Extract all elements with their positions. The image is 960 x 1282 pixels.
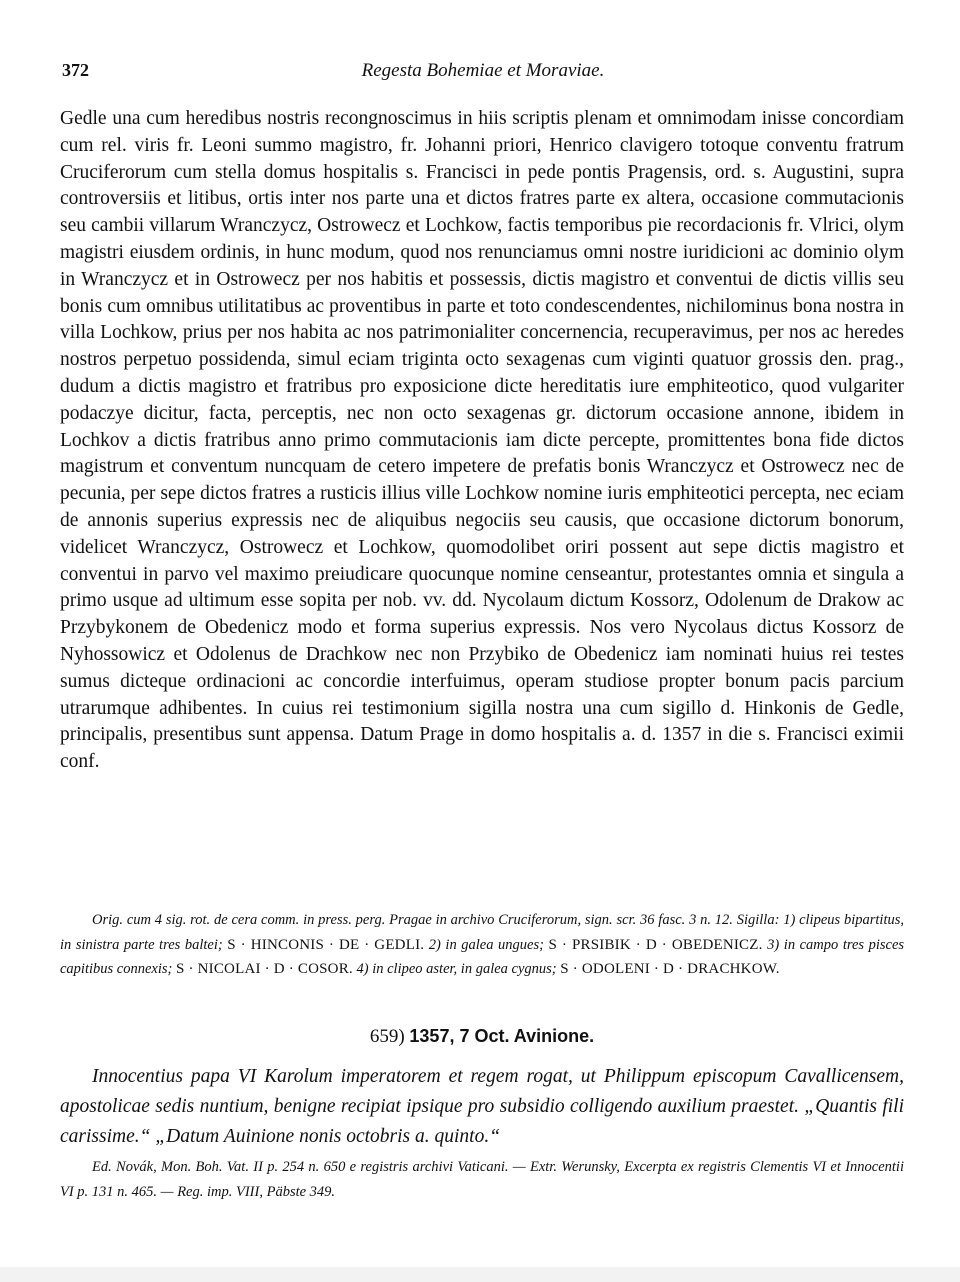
running-title: Regesta Bohemiae et Moraviae. — [361, 60, 605, 81]
note-1-part-d: 4) in clipeo aster, in galea cygnus; — [356, 961, 557, 977]
charter-text: Gedle una cum heredibus nostris recongnoscimus in hiis scriptis plenam et omnimodam inisse concordiam cum rel. viris fr. Leoni summo magistro, fr. Johanni priori, Henrico clavigero totoque conventu fratrum Cruciferorum cum stella domus hospitalis s. Francisci in pede pontis Pragensis, ord. s. Augustini, supra controversiis et litibus, ortis inter nos parte una et dictos fratres parte ex altera, occasione commutacionis seu cambii villarum Wranczycz, Ostrowecz et Lochkow, factis temporibus pie recordacionis fr. Vlrici, olym magistri eiusdem ordinis, in hunc modum, quod nos renunciamus omni nostre iuridicioni ac dominio olym in Wranczycz et in Ostrowecz per nos habitis et possessis, dictis magistro et conventui de dictis villis seu bonis cum omnibus utilitatibus ac proventibus in parte et toto condescendentes, nichilominus bona nostra in villa Lochkow, prius per nos habita ac nos patrimonialiter concernencia, recuperavimus, per nos ac heredes nostros perpetuo possidenda, simul eciam triginta octo sexagenas cum viginti quatuor grossis den. prag., dudum a dictis magistro et fratribus pro exposicione dicte hereditatis iure emphiteotico, quod vulgariter podaczye dicitur, facta, perceptis, nec non octo sexagenas gr. dictorum occasione annone, ibidem in Lochkov a dictis fratribus anno primo commutacionis iam dicte percepte, promittentes bona fide dictos magistrum et conventum nuncquam de cetero impetere de prefatis bonis Wranczycz et Ostrowecz nec de pecunia, per sepe dictos fratres a rusticis illius ville Lochkow nomine iuris emphiteotici percepta, nec eciam de annonis superius expressis nec de aliquibus negociis seu causis, que occasione dictorum bonorum, videlicet Wranczycz, Ostrowecz et Lochkow, quomodolibet oriri possent aut sepe dictis magistro et conventui in parvo vel maximo preiudicare quocunque nomine censeantur, protestantes omnia et singula a primo usque ad ultimum esse sopita per nob. vv. dd. Nycolaum dictum Kossorz, Odolenum de Drakow ac Przybykonem de Obedenicz modo et forma superius expressis. Nos vero Nycolaus dictus Kossorz de Nyhossowicz et Odolenus de Drachkow nec non Przybiko de Obedenicz iam nominati huius rei testes sumus dicteque ordinacioni ac concordie interfuimus, operam studiose propter bonum pacis parcium utrarumque adhibentes. In cuius rei testimonium sigilla nostra una cum sigillo d. Hinkonis de Gedle, principalis, presentibus sunt appensa. Datum Prage in domo hospitalis a. d. 1357 in die s. Francisci eximii conf. — [60, 108, 904, 773]
source-note-1 — [60, 908, 904, 982]
page-header — [62, 60, 904, 90]
seal-legend-3: S · NICOLAI · D · COSOR. — [175, 961, 353, 977]
entry-regest: Innocentius papa VI Karolum imperatorem et regem rogat, ut Philippum episcopum Cavallicensem, apostolicae sedis nuntium, benigne recipiat ipsique pro subsidio colligendo auxilium praestet. „Quantis fili carissime.“ „Datum Auinione nonis octobris a. quinto.“ — [60, 1066, 904, 1147]
seal-legend-1: S · HINCONIS · DE · GEDLI. — [227, 936, 425, 953]
source-note-2: Ed. Novák, Mon. Boh. Vat. II p. 254 n. 650 e registris archivi Vaticani. — Extr. Werunsky, Excerpta ex registris Clementis VI et Innocentii VI p. 131 n. 465. — Reg. imp. VIII, Päbste 349. — [60, 1159, 904, 1200]
entry-number: 659) — [369, 1026, 405, 1047]
entry-date: 1357, 7 Oct. Avinione. — [409, 1026, 595, 1046]
note-1-part-a: Orig. cum 4 sig. rot. de cera comm. in press. perg. Pragae in archivo Cruciferorum, sign. scr. 36 fasc. 3 n. 12. Sigilla: 1) clipeus bipartitus, in sinistra parte tres baltei; — [60, 912, 904, 953]
seal-legend-4: S · ODOLENI · D · DRACHKOW. — [560, 961, 780, 977]
note-1-part-b: 2) in galea ungues; — [428, 936, 544, 953]
page-number: 372 — [62, 60, 89, 80]
note-1-part-c: 3) in campo tres pisces capitibus connexis; — [60, 936, 905, 977]
seal-legend-2: S · PRSIBIK · D · OBEDENICZ. — [548, 936, 763, 953]
entry-heading — [60, 1026, 904, 1048]
page-bottom-edge — [0, 1267, 960, 1282]
